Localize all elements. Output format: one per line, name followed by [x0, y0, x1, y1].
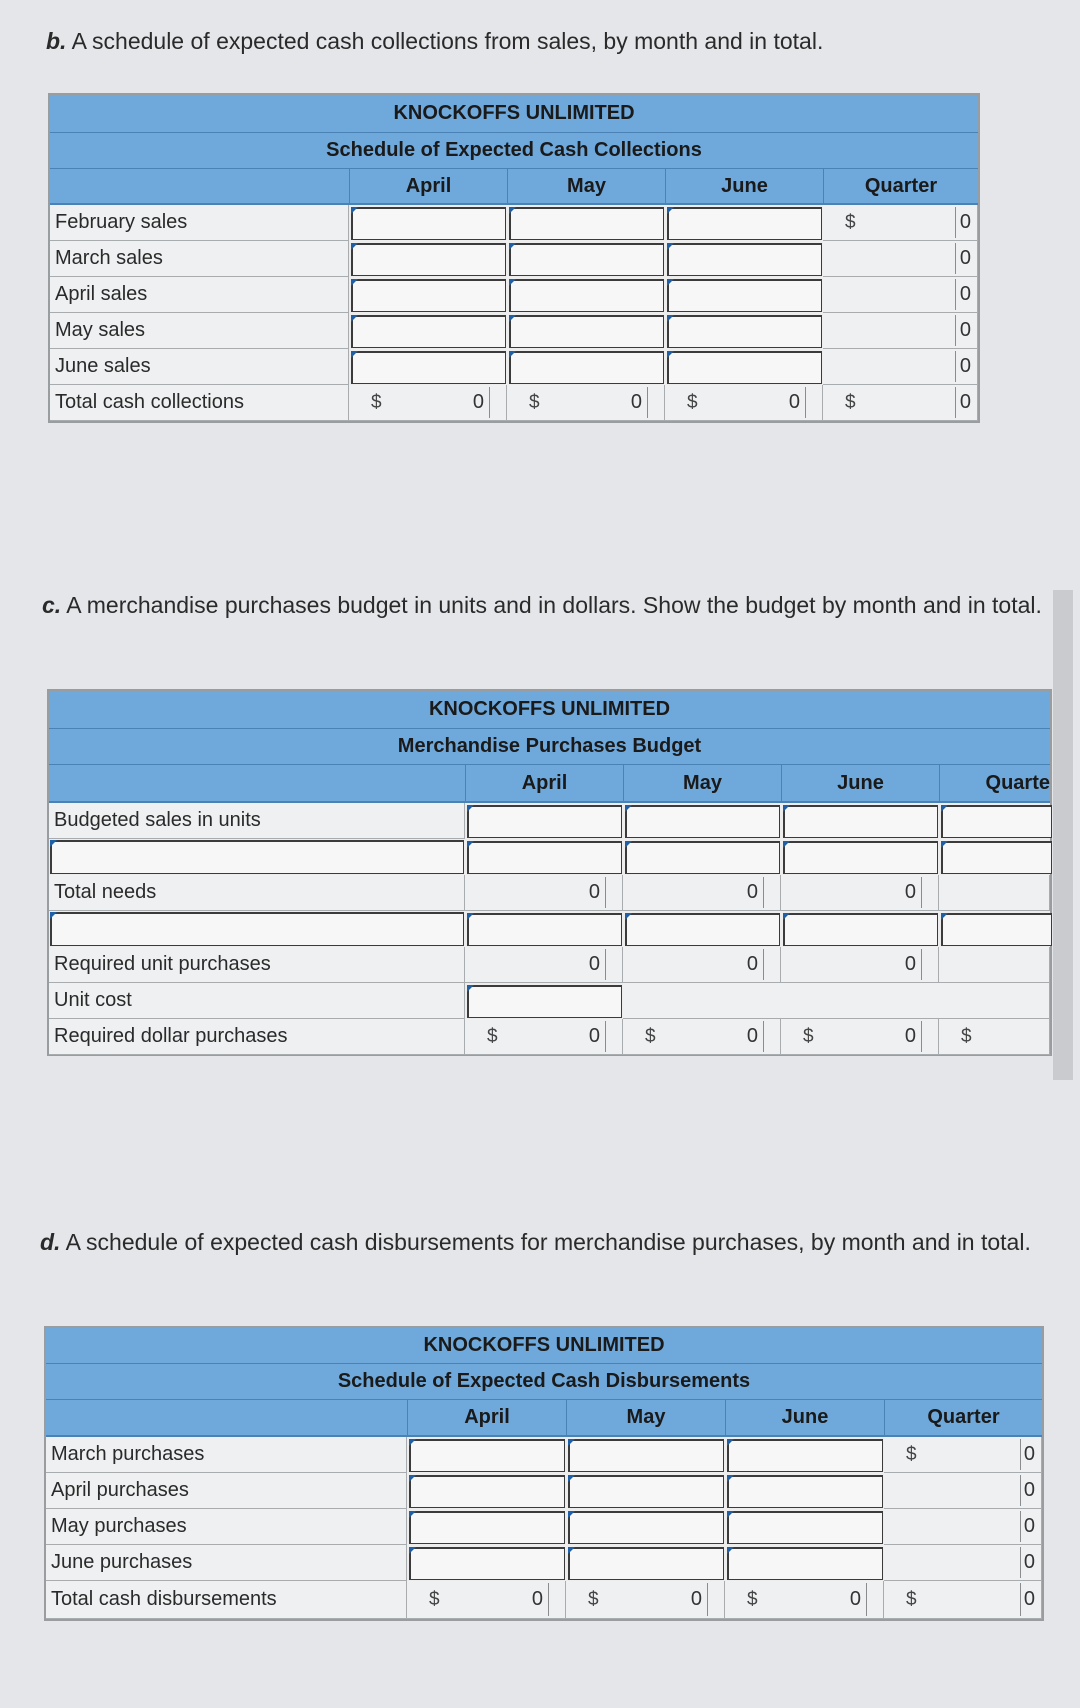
- col-april: April: [407, 1400, 566, 1435]
- column-headers: [46, 1400, 1042, 1437]
- input-feb-june[interactable]: [667, 207, 822, 240]
- input-r2-quarter[interactable]: [941, 841, 1052, 874]
- input-r4-april[interactable]: [467, 913, 622, 946]
- input-r2-may[interactable]: [625, 841, 780, 874]
- input-r2-june[interactable]: [783, 841, 938, 874]
- input-r2-april[interactable]: [467, 841, 622, 874]
- quarter-jun: 0: [823, 349, 978, 385]
- row-label-total: Total cash disbursements: [46, 1581, 407, 1619]
- col-may: May: [623, 765, 781, 801]
- col-may: May: [507, 169, 665, 203]
- col-quarter: Quarter: [823, 169, 978, 203]
- row-label-may: May sales: [50, 313, 349, 349]
- input-row-label-2[interactable]: [50, 840, 464, 874]
- total-quarter: $ 0: [823, 385, 978, 421]
- req-units-april: 0: [465, 947, 623, 983]
- input-may-april[interactable]: [351, 315, 506, 348]
- row-label-total: Total cash collections: [50, 385, 349, 421]
- input-mar-may[interactable]: [509, 243, 664, 276]
- input-apr-may[interactable]: [509, 279, 664, 312]
- column-headers: [50, 169, 978, 205]
- purchases-budget: [47, 689, 1052, 1056]
- total-may: $ 0: [507, 385, 665, 421]
- total-may: $ 0: [566, 1581, 725, 1619]
- req-units-june: 0: [781, 947, 939, 983]
- row-label-march: March purchases: [46, 1437, 407, 1473]
- input-jun-june[interactable]: [667, 351, 822, 384]
- total-quarter: $ 0: [884, 1581, 1042, 1619]
- input-apr-june[interactable]: [667, 279, 822, 312]
- row-label-total-needs: Total needs: [49, 875, 465, 911]
- req-dollars-may: $ 0: [623, 1019, 781, 1055]
- quarter-mar: $ 0: [884, 1437, 1042, 1473]
- input-sales-april[interactable]: [467, 805, 622, 838]
- question-c: c. A merchandise purchases budget in units and in dollars. Show the budget by month and in total.: [42, 592, 1042, 618]
- input-mar-april[interactable]: [351, 243, 506, 276]
- col-quarter: Quarter: [884, 1400, 1042, 1435]
- input-sales-quarter[interactable]: [941, 805, 1052, 838]
- quarter-jun: 0: [884, 1545, 1042, 1581]
- total-june: $ 0: [665, 385, 823, 421]
- col-june: June: [781, 765, 939, 801]
- input-jun-may[interactable]: [568, 1547, 724, 1580]
- column-headers: [49, 765, 1050, 803]
- total-needs-june: 0: [781, 875, 939, 911]
- quarter-mar: 0: [823, 241, 978, 277]
- unit-cost-blank: [623, 983, 1050, 1019]
- input-sales-may[interactable]: [625, 805, 780, 838]
- total-april: $ 0: [407, 1581, 566, 1619]
- company-name: KNOCKOFFS UNLIMITED: [46, 1328, 1042, 1364]
- col-june: June: [665, 169, 823, 203]
- input-may-june[interactable]: [667, 315, 822, 348]
- col-quarter: Quarte: [939, 765, 1050, 801]
- scrollbar[interactable]: [1053, 590, 1073, 1080]
- cash-disbursements-schedule: [44, 1326, 1044, 1621]
- question-b: b. A schedule of expected cash collections from sales, by month and in total.: [46, 28, 824, 54]
- row-label-required-dollars: Required dollar purchases: [49, 1019, 465, 1055]
- input-row-label-4[interactable]: [50, 912, 464, 946]
- input-mar-june[interactable]: [727, 1439, 883, 1472]
- row-label-june: June sales: [50, 349, 349, 385]
- question-d: d. A schedule of expected cash disbursements for merchandise purchases, by month and in total.: [40, 1229, 1031, 1255]
- input-may-april[interactable]: [409, 1511, 565, 1544]
- input-mar-may[interactable]: [568, 1439, 724, 1472]
- company-name: KNOCKOFFS UNLIMITED: [49, 691, 1050, 729]
- input-apr-april[interactable]: [409, 1475, 565, 1508]
- input-jun-april[interactable]: [351, 351, 506, 384]
- row-label-may: May purchases: [46, 1509, 407, 1545]
- quarter-apr: 0: [823, 277, 978, 313]
- input-r4-quarter[interactable]: [941, 913, 1052, 946]
- quarter-may: 0: [884, 1509, 1042, 1545]
- row-label-april: April purchases: [46, 1473, 407, 1509]
- input-apr-april[interactable]: [351, 279, 506, 312]
- col-april: April: [465, 765, 623, 801]
- col-april: April: [349, 169, 507, 203]
- company-name: KNOCKOFFS UNLIMITED: [50, 95, 978, 133]
- row-label-march: March sales: [50, 241, 349, 277]
- input-feb-april[interactable]: [351, 207, 506, 240]
- total-june: $ 0: [725, 1581, 884, 1619]
- req-dollars-quarter: $: [939, 1019, 1050, 1055]
- total-needs-april: 0: [465, 875, 623, 911]
- input-feb-may[interactable]: [509, 207, 664, 240]
- row-label-unit-cost: Unit cost: [49, 983, 465, 1019]
- req-dollars-june: $ 0: [781, 1019, 939, 1055]
- quarter-feb: $ 0: [823, 205, 978, 241]
- row-label-june: June purchases: [46, 1545, 407, 1581]
- input-may-may[interactable]: [568, 1511, 724, 1544]
- schedule-title: Schedule of Expected Cash Disbursements: [46, 1364, 1042, 1400]
- input-jun-april[interactable]: [409, 1547, 565, 1580]
- input-apr-june[interactable]: [727, 1475, 883, 1508]
- input-unit-cost[interactable]: [467, 985, 622, 1018]
- input-sales-june[interactable]: [783, 805, 938, 838]
- req-units-quarter: [939, 947, 1050, 983]
- total-april: $ 0: [349, 385, 507, 421]
- input-mar-april[interactable]: [409, 1439, 565, 1472]
- req-units-may: 0: [623, 947, 781, 983]
- cash-collections-schedule: [48, 93, 980, 423]
- input-jun-may[interactable]: [509, 351, 664, 384]
- input-may-june[interactable]: [727, 1511, 883, 1544]
- total-needs-quarter: [939, 875, 1050, 911]
- input-r4-june[interactable]: [783, 913, 938, 946]
- schedule-title: Schedule of Expected Cash Collections: [50, 133, 978, 169]
- quarter-apr: 0: [884, 1473, 1042, 1509]
- currency-sign: $: [845, 211, 856, 233]
- row-label-required-units: Required unit purchases: [49, 947, 465, 983]
- input-r4-may[interactable]: [625, 913, 780, 946]
- input-apr-may[interactable]: [568, 1475, 724, 1508]
- schedule-title: Merchandise Purchases Budget: [49, 729, 1050, 765]
- row-label-budgeted-sales: Budgeted sales in units: [49, 803, 465, 839]
- col-may: May: [566, 1400, 725, 1435]
- input-jun-june[interactable]: [727, 1547, 883, 1580]
- input-mar-june[interactable]: [667, 243, 822, 276]
- quarter-may: 0: [823, 313, 978, 349]
- row-label-april: April sales: [50, 277, 349, 313]
- input-may-may[interactable]: [509, 315, 664, 348]
- row-label-february: February sales: [50, 205, 349, 241]
- total-needs-may: 0: [623, 875, 781, 911]
- col-june: June: [725, 1400, 884, 1435]
- req-dollars-april: $ 0: [465, 1019, 623, 1055]
